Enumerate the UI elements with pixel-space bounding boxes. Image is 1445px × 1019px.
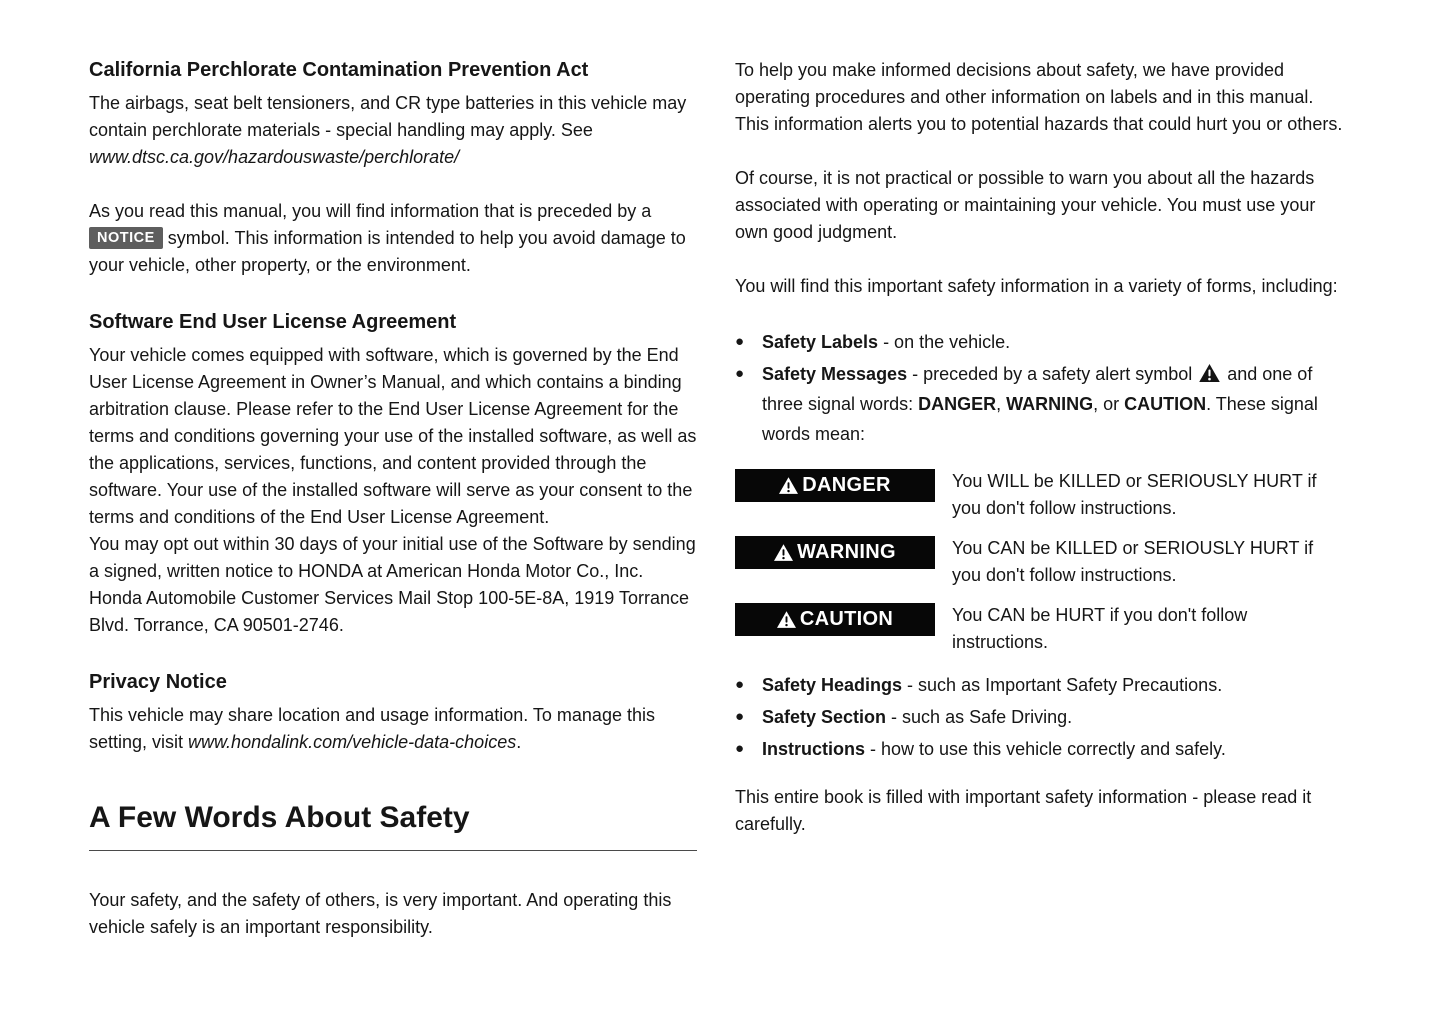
warning-triangle-icon [777,611,796,628]
danger-badge [735,469,935,502]
bullet-icon: ● [735,365,745,382]
safety-messages-tail: . These signal words mean: [762,394,1318,444]
danger-label: DANGER [802,474,891,496]
notice-badge: NOTICE [89,227,163,249]
signal-word-caution: CAUTION [1124,394,1207,414]
bullet-icon: ● [735,333,745,350]
safety-headings-term: Safety Headings [762,675,903,695]
bullet-icon: ● [735,676,745,693]
separator: , [996,394,1007,414]
safety-paragraph-2: Of course, it is not practical or possible to warn you about all the hazards associated with operating or maintaining your vehicle. You must use your own good judgment. [735,168,1316,242]
list-item [735,702,1347,732]
safety-messages-pre: - preceded by a safety alert symbol [907,364,1198,384]
warning-row [735,536,1347,589]
perchlorate-body [89,90,697,171]
privacy-heading: Privacy Notice [89,671,227,693]
signal-word-danger: DANGER [918,394,997,414]
privacy-body [89,702,697,756]
safety-forms-list-2 [735,670,1347,764]
instructions-term: Instructions [762,739,866,759]
safety-labels-desc: - on the vehicle. [878,332,1011,352]
left-column [89,57,697,1019]
privacy-period: . [516,732,522,752]
warning-badge [735,536,935,569]
caution-badge [735,603,935,636]
perchlorate-text: The airbags, seat belt tensioners, and CR type batteries in this vehicle may contain perchlorate materials - special handling may apply. See [89,93,687,140]
danger-description: You WILL be KILLED or SERIOUSLY HURT if you don't follow instructions. [952,471,1317,518]
safety-labels-term: Safety Labels [762,332,879,352]
caution-label: CAUTION [799,608,894,630]
warning-triangle-icon [774,544,793,561]
perchlorate-heading: California Perchlorate Contamination Prevention Act [89,59,589,81]
bullet-icon: ● [735,708,745,725]
safety-messages-mid: and one of three signal words: [762,364,1313,414]
notice-paragraph [89,198,697,279]
notice-pre: As you read this manual, you will find information that is preceded by a [89,201,652,221]
safety-messages-term: Safety Messages [762,364,908,384]
signal-words-block [735,469,1347,656]
right-column [735,57,1347,1019]
signal-word-warning: WARNING [1006,394,1094,414]
caution-description: You CAN be HURT if you don't follow instructions. [952,605,1248,652]
list-item [735,359,1347,449]
safety-forms-list [735,327,1347,449]
bullet-icon: ● [735,740,745,757]
separator: , or [1093,394,1125,414]
software-paragraph-2: You may opt out within 30 days of your initial use of the Software by sending a signed, written notice to HONDA at American Honda Motor Co., Inc. Honda Automobile Customer Services Mail Stop 100-5E-8A, 1919 Torrance Blvd. Torrance, CA 90501-2746. [89,534,696,635]
safety-section-desc: - such as Safe Driving. [886,707,1073,727]
software-paragraph-1: Your vehicle comes equipped with software, which is governed by the End User License Agreement in Owner’s Manual, and which contains a binding arbitration clause. Please refer to the End User License Agreement for the terms and conditions governing your use of the installed software, as well as the applications, services, functions, and content provided through the software. Your use of the installed software will serve as your consent to the terms and conditions of the End User License Agreement. [89,345,697,527]
privacy-text: This vehicle may share location and usage information. To manage this setting, visit [89,705,655,752]
privacy-url: www.hondalink.com/vehicle-data-choices [188,732,517,752]
safety-section-term: Safety Section [762,707,887,727]
safety-paragraph-3: You will find this important safety information in a variety of forms, including: [735,276,1338,296]
caution-row [735,603,1347,656]
list-item [735,734,1347,764]
list-item [735,327,1347,357]
safety-alert-icon [1199,364,1220,382]
perchlorate-url: www.dtsc.ca.gov/hazardouswaste/perchlorate/ [89,147,460,167]
warning-description: You CAN be KILLED or SERIOUSLY HURT if you don't follow instructions. [952,538,1314,585]
safety-section-title: A Few Words About Safety [89,800,697,851]
safety-paragraph-1: To help you make informed decisions about safety, we have provided operating procedures and other information on labels and in this manual. This information alerts you to potential hazards that could hurt you or others. [735,60,1343,134]
danger-row [735,469,1347,522]
notice-post: symbol. This information is intended to help you avoid damage to your vehicle, other property, or the environment. [89,228,686,275]
warning-triangle-icon [779,477,798,494]
instructions-desc: - how to use this vehicle correctly and safely. [865,739,1226,759]
closing-paragraph: This entire book is filled with important safety information - please read it carefully. [735,787,1312,834]
safety-intro: Your safety, and the safety of others, is very important. And operating this vehicle safely is an important responsibility. [89,890,672,937]
software-heading: Software End User License Agreement [89,311,457,333]
safety-headings-desc: - such as Important Safety Precautions. [902,675,1223,695]
list-item [735,670,1347,700]
warning-label: WARNING [797,541,896,563]
